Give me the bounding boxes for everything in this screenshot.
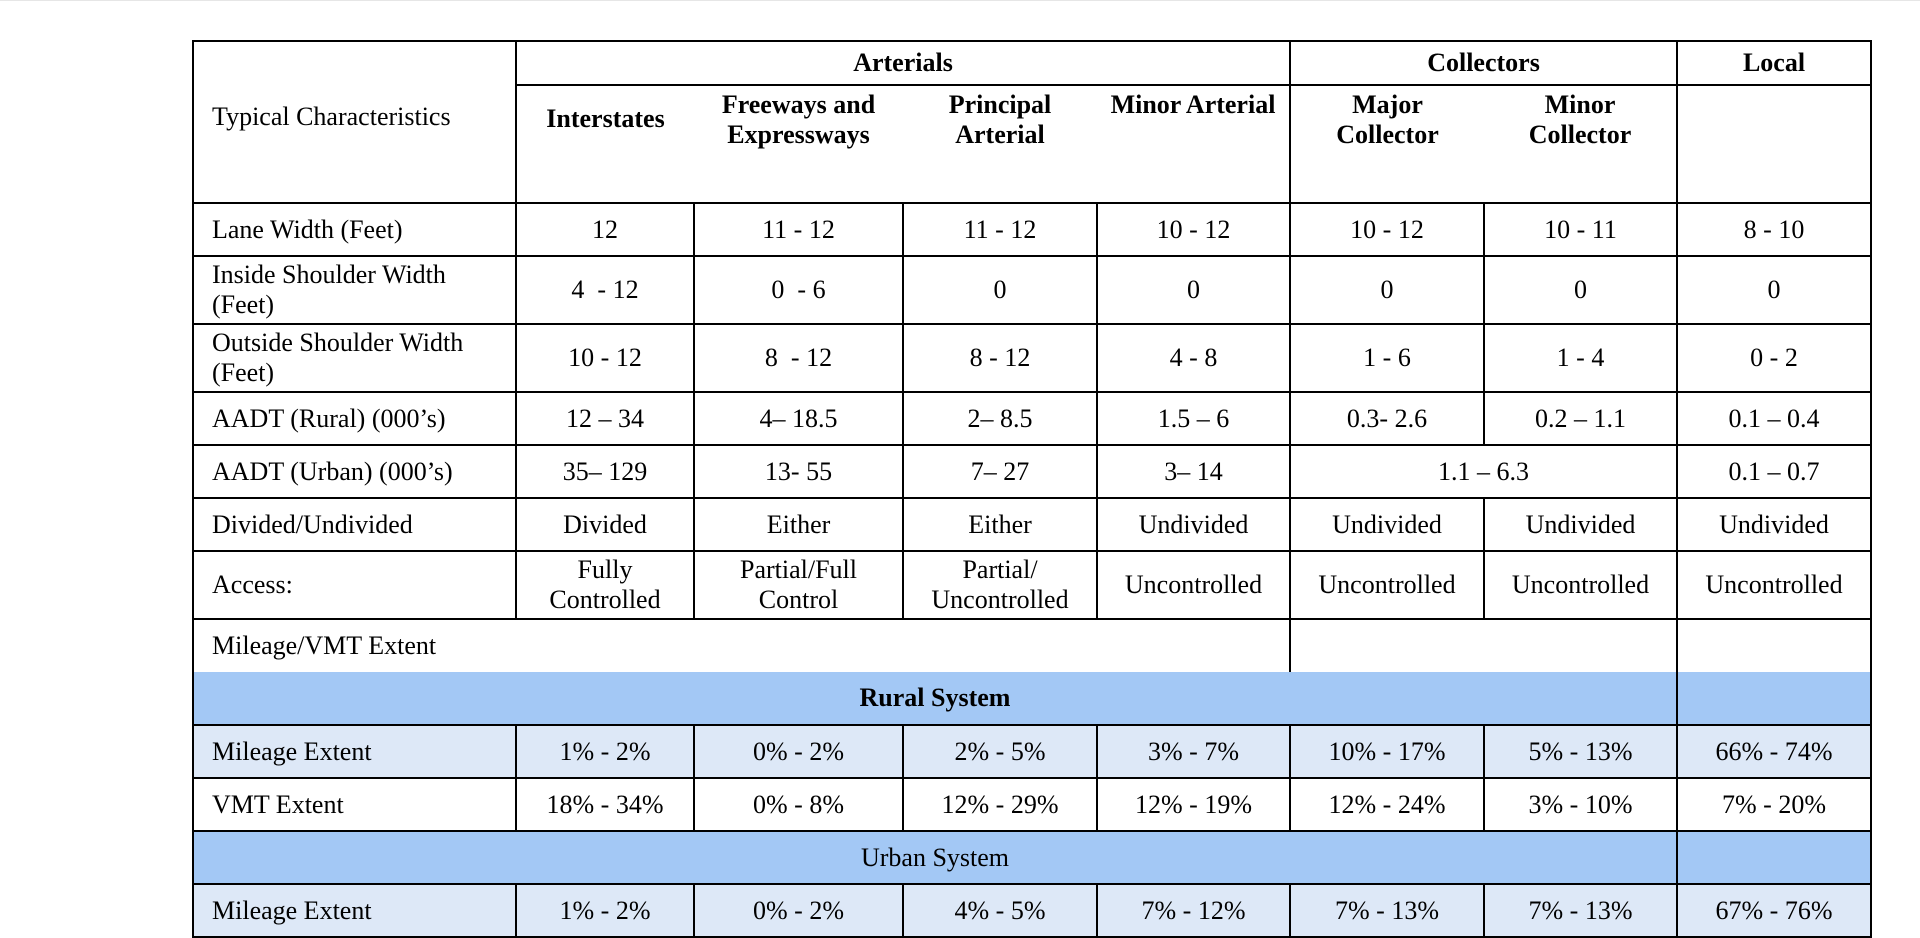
local-column-header-empty	[1677, 85, 1871, 203]
table-cell: Uncontrolled	[1097, 551, 1290, 619]
table-cell: Partial/ Uncontrolled	[903, 551, 1097, 619]
table-cell-merged: 1.1 – 6.3	[1290, 445, 1677, 498]
table-row	[193, 498, 1871, 551]
table-cell: 10 - 11	[1484, 203, 1677, 256]
table-cell: 10 - 12	[1097, 203, 1290, 256]
table-cell: 0% - 8%	[694, 778, 903, 831]
table-cell-empty	[1677, 672, 1871, 725]
table-cell: Fully Controlled	[516, 551, 694, 619]
minor-arterial-column-header: Minor Arterial	[1097, 85, 1290, 203]
row-label: Mileage Extent	[193, 725, 516, 778]
table-row	[193, 551, 1871, 619]
principal-arterial-column-header: Principal Arterial	[903, 85, 1097, 203]
row-label: Outside Shoulder Width (Feet)	[193, 324, 516, 392]
table-cell: 8 - 12	[694, 324, 903, 392]
table-cell: 4 - 12	[516, 256, 694, 324]
table-cell: 2– 8.5	[903, 392, 1097, 445]
table-cell: 8 - 10	[1677, 203, 1871, 256]
table-cell: 0	[1677, 256, 1871, 324]
collectors-group-header: Collectors	[1290, 41, 1677, 85]
major-collector-column-header: Major Collector	[1290, 85, 1484, 203]
local-group-header: Local	[1677, 41, 1871, 85]
table-cell: 12% - 24%	[1290, 778, 1484, 831]
table-cell: 5% - 13%	[1484, 725, 1677, 778]
table-cell: 10 - 12	[1290, 203, 1484, 256]
table-cell: 11 - 12	[694, 203, 903, 256]
table-cell: 35– 129	[516, 445, 694, 498]
table-cell: 0	[1290, 256, 1484, 324]
table-cell: 0.1 – 0.7	[1677, 445, 1871, 498]
table-cell: 0	[1484, 256, 1677, 324]
table-cell: 7% - 20%	[1677, 778, 1871, 831]
table-cell: 12% - 19%	[1097, 778, 1290, 831]
table-cell: 0.3- 2.6	[1290, 392, 1484, 445]
table-cell: 11 - 12	[903, 203, 1097, 256]
table-row	[193, 256, 1871, 324]
row-label: Lane Width (Feet)	[193, 203, 516, 256]
table-row	[193, 392, 1871, 445]
table-cell: 1% - 2%	[516, 725, 694, 778]
row-label: Divided/Undivided	[193, 498, 516, 551]
table-cell: 10% - 17%	[1290, 725, 1484, 778]
table-cell: 2% - 5%	[903, 725, 1097, 778]
table-cell: 13- 55	[694, 445, 903, 498]
urban-system-header: Urban System	[193, 831, 1677, 884]
table-cell: Either	[903, 498, 1097, 551]
table-cell: 10 - 12	[516, 324, 694, 392]
table-cell: 3– 14	[1097, 445, 1290, 498]
table-cell: 7% - 13%	[1290, 884, 1484, 937]
mileage-vmt-extent-label: Mileage/VMT Extent	[193, 619, 1290, 672]
table-cell: 3% - 7%	[1097, 725, 1290, 778]
row-label: Inside Shoulder Width (Feet)	[193, 256, 516, 324]
freeways-expressways-column-header: Freeways and Expressways	[694, 85, 903, 203]
table-row	[193, 445, 1871, 498]
table-cell: 7% - 13%	[1484, 884, 1677, 937]
table-cell-empty	[1677, 831, 1871, 884]
table-cell: Undivided	[1484, 498, 1677, 551]
table-cell: 12	[516, 203, 694, 256]
row-label: Mileage Extent	[193, 884, 516, 937]
table-cell: 1 - 4	[1484, 324, 1677, 392]
table-cell: 3% - 10%	[1484, 778, 1677, 831]
table-cell: 0	[903, 256, 1097, 324]
table-cell: Uncontrolled	[1290, 551, 1484, 619]
table-cell: Undivided	[1290, 498, 1484, 551]
table-cell: 67% - 76%	[1677, 884, 1871, 937]
interstates-column-header: Interstates	[516, 85, 694, 203]
minor-collector-column-header: Minor Collector	[1484, 85, 1677, 203]
table-cell: 7% - 12%	[1097, 884, 1290, 937]
table-cell: 12% - 29%	[903, 778, 1097, 831]
table-cell: 8 - 12	[903, 324, 1097, 392]
table-cell: 12 – 34	[516, 392, 694, 445]
table-cell: 4 - 8	[1097, 324, 1290, 392]
table-cell-empty	[1677, 619, 1871, 672]
table-cell: 4% - 5%	[903, 884, 1097, 937]
table-cell: 0.2 – 1.1	[1484, 392, 1677, 445]
table-row	[193, 203, 1871, 256]
table-cell: 0 - 2	[1677, 324, 1871, 392]
table-cell: Uncontrolled	[1677, 551, 1871, 619]
table-cell: 7– 27	[903, 445, 1097, 498]
functional-classification-table	[192, 40, 1872, 938]
arterials-group-header: Arterials	[516, 41, 1290, 85]
table-cell: 1% - 2%	[516, 884, 694, 937]
table-cell-empty	[1290, 619, 1677, 672]
table-cell: 4– 18.5	[694, 392, 903, 445]
typical-characteristics-header: Typical Characteristics	[193, 41, 516, 203]
table-cell: Partial/Full Control	[694, 551, 903, 619]
table-row	[193, 619, 1871, 672]
table-cell: 1.5 – 6	[1097, 392, 1290, 445]
section-header-row	[193, 672, 1871, 725]
table-cell: Undivided	[1097, 498, 1290, 551]
row-label: AADT (Urban) (000’s)	[193, 445, 516, 498]
table-row	[193, 725, 1871, 778]
row-label: Access:	[193, 551, 516, 619]
table-row	[193, 778, 1871, 831]
table-row	[193, 884, 1871, 937]
table-cell: 0.1 – 0.4	[1677, 392, 1871, 445]
table-cell: 1 - 6	[1290, 324, 1484, 392]
header-group-row	[193, 41, 1871, 85]
table-cell: 0 - 6	[694, 256, 903, 324]
rural-system-header: Rural System	[193, 672, 1677, 725]
table-cell: Uncontrolled	[1484, 551, 1677, 619]
row-label: AADT (Rural) (000’s)	[193, 392, 516, 445]
table-cell: Undivided	[1677, 498, 1871, 551]
table-cell: 0% - 2%	[694, 884, 903, 937]
row-label: VMT Extent	[193, 778, 516, 831]
section-header-row	[193, 831, 1871, 884]
table-cell: Either	[694, 498, 903, 551]
table-cell: 66% - 74%	[1677, 725, 1871, 778]
table-cell: Divided	[516, 498, 694, 551]
table-cell: 0% - 2%	[694, 725, 903, 778]
table-cell: 18% - 34%	[516, 778, 694, 831]
table-row	[193, 324, 1871, 392]
table-cell: 0	[1097, 256, 1290, 324]
